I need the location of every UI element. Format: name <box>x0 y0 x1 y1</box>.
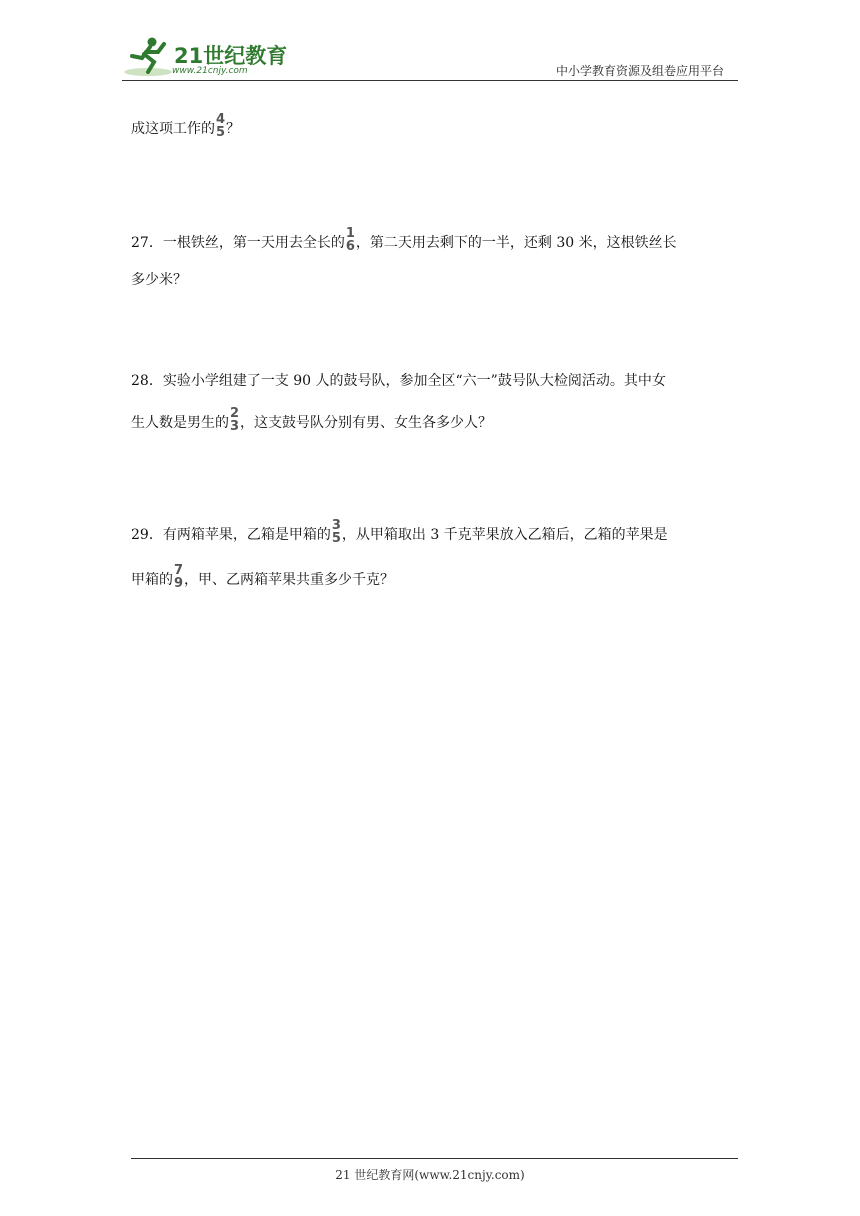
question-27-line-1: 27．一根铁丝，第一天用去全长的 1 6 ，第二天用去剩下的一半，还剩 30 米，这根铁丝长 <box>131 226 677 254</box>
question-27-line-2: 多少米？ <box>131 272 187 288</box>
fraction: 7 9 <box>174 563 184 591</box>
fraction: 1 6 <box>345 226 355 254</box>
page-footer: 21 世纪教育网(www.21cnjy.com) <box>335 1168 525 1182</box>
header-tagline: 中小学教育资源及组卷应用平台 <box>555 64 724 78</box>
site-logo <box>122 34 292 78</box>
fraction: 3 5 <box>331 518 341 546</box>
question-29-line-1: 29．有两箱苹果，乙箱是甲箱的 3 5 ，从甲箱取出 3 千克苹果放入乙箱后，乙箱的苹果是 <box>131 518 668 546</box>
footer-divider <box>131 1158 738 1159</box>
fraction: 4 5 <box>216 112 226 140</box>
question-28-line-1: 28．实验小学组建了一支 90 人的鼓号队，参加全区“六一”鼓号队大检阅活动。其中女 <box>131 373 666 389</box>
fraction: 2 3 <box>230 406 240 434</box>
logo-url: www.21cnjy.com <box>172 66 248 76</box>
question-28-line-2: 生人数是男生的 2 3 ，这支鼓号队分别有男、女生各多少人？ <box>131 406 493 434</box>
question-29-line-2: 甲箱的 7 9 ，甲、乙两箱苹果共重多少千克？ <box>131 563 395 591</box>
page-header <box>122 30 738 81</box>
runner-icon <box>122 34 174 78</box>
question-26-tail: 成这项工作的 4 5 ？ <box>131 112 241 140</box>
logo-text: 21世纪教育 <box>174 44 288 68</box>
